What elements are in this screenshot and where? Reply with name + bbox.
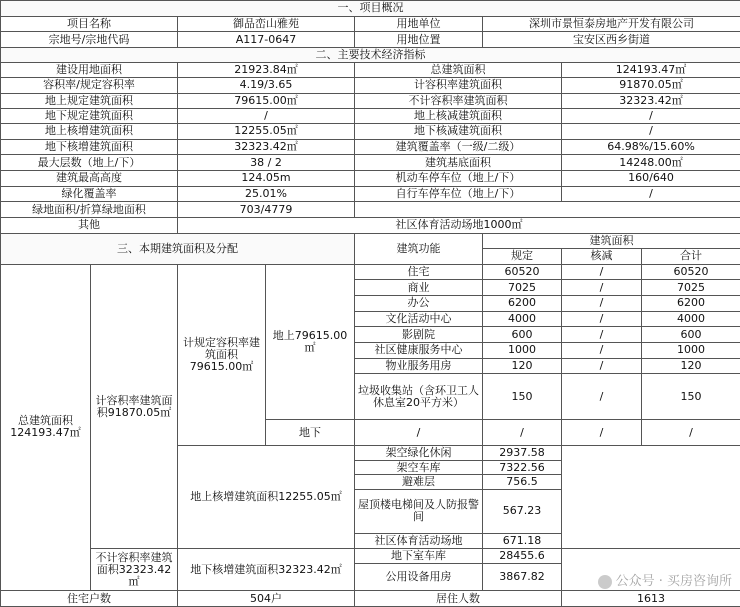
function-planned: 150 <box>483 374 562 420</box>
other-value: 社区体育活动场地1000㎡ <box>178 217 740 233</box>
function-total: 150 <box>642 374 740 420</box>
project-name-label: 项目名称 <box>1 16 178 32</box>
function-reduced: / <box>562 296 642 312</box>
indicator-value: 32323.42㎡ <box>178 139 355 155</box>
indicator-label: 地下核减建筑面积 <box>355 124 562 140</box>
function-total: 4000 <box>642 311 740 327</box>
land-location-value: 宝安区西乡街道 <box>483 32 740 48</box>
households-value: 504户 <box>178 591 355 607</box>
land-location-label: 用地位置 <box>355 32 483 48</box>
indicator-value: 160/640 <box>562 170 740 186</box>
parcel-code-label: 宗地号/宗地代码 <box>1 32 178 48</box>
indicator-value: 4.19/3.65 <box>178 78 355 94</box>
indicator-label: 机动车停车位（地上/下） <box>355 170 562 186</box>
increase-item-value: 2937.58 <box>483 446 562 461</box>
section-1-title: 一、项目概况 <box>1 1 740 17</box>
function-total: 6200 <box>642 296 740 312</box>
below-planned: / <box>483 420 562 446</box>
increase-item-name: 社区体育活动场地 <box>355 533 483 549</box>
reduced-header: 核减 <box>562 249 642 265</box>
indicator-label: 建筑最高高度 <box>1 170 178 186</box>
indicator-value: 124.05m <box>178 170 355 186</box>
increase-below-label: 地下核增建筑面积32323.42㎡ <box>178 549 355 591</box>
function-planned: 7025 <box>483 280 562 296</box>
indicator-value: 64.98%/15.60% <box>562 139 740 155</box>
increase-below-blank <box>562 549 740 591</box>
increase-item-value: 7322.56 <box>483 460 562 475</box>
increase-item-name: 架空车库 <box>355 460 483 475</box>
function-planned: 60520 <box>483 264 562 280</box>
function-name: 垃圾收集站（含环卫工人休息室20平方米） <box>355 374 483 420</box>
indicator-label: 最大层数（地上/下） <box>1 155 178 171</box>
indicator-label: 地下规定建筑面积 <box>1 109 178 124</box>
parcel-code-value: A117-0647 <box>178 32 355 48</box>
indicator-value: 124193.47㎡ <box>562 62 740 78</box>
function-name: 文化活动中心 <box>355 311 483 327</box>
households-label: 住宅户数 <box>1 591 178 607</box>
indicator-value: 12255.05㎡ <box>178 124 355 140</box>
increase-above-blank <box>562 446 740 549</box>
green-area-blank <box>355 202 740 218</box>
green-area-label: 绿地面积/折算绿地面积 <box>1 202 178 218</box>
watermark-text: 公众号 · 买房咨询所 <box>615 574 732 589</box>
fa-area-label: 计容积率建筑面积91870.05㎡ <box>91 264 178 549</box>
function-total: 1000 <box>642 343 740 359</box>
function-name: 住宅 <box>355 264 483 280</box>
function-name: 物业服务用房 <box>355 358 483 374</box>
function-name: 办公 <box>355 296 483 312</box>
section-3-title: 三、本期建筑面积及分配 <box>1 233 355 264</box>
increase-item-name: 地下室车库 <box>355 549 483 564</box>
increase-item-value: 3867.82 <box>483 564 562 591</box>
increase-item-value: 28455.6 <box>483 549 562 564</box>
indicator-value: / <box>562 124 740 140</box>
indicator-label: 计容积率建筑面积 <box>355 78 562 94</box>
indicator-value: 25.01% <box>178 186 355 202</box>
function-planned: 6200 <box>483 296 562 312</box>
function-planned: 120 <box>483 358 562 374</box>
function-reduced: / <box>562 343 642 359</box>
function-reduced: / <box>562 327 642 343</box>
below-reduced: / <box>562 420 642 446</box>
increase-item-name: 避难层 <box>355 475 483 490</box>
function-header: 建筑功能 <box>355 233 483 264</box>
indicator-label: 容积率/规定容积率 <box>1 78 178 94</box>
indicator-label: 地上核减建筑面积 <box>355 109 562 124</box>
indicator-label: 地下核增建筑面积 <box>1 139 178 155</box>
function-reduced: / <box>562 358 642 374</box>
below-ground-label: 地下 <box>266 420 355 446</box>
indicator-label: 地上核增建筑面积 <box>1 124 178 140</box>
project-name-value: 御品峦山雅苑 <box>178 16 355 32</box>
indicator-value: / <box>562 109 740 124</box>
total-header: 合计 <box>642 249 740 265</box>
indicator-value: 21923.84㎡ <box>178 62 355 78</box>
indicator-label: 建筑覆盖率（一级/二级） <box>355 139 562 155</box>
above-ground-label: 地上79615.00㎡ <box>266 264 355 419</box>
land-unit-value: 深圳市景恒泰房地产开发有限公司 <box>483 16 740 32</box>
planned-header: 规定 <box>483 249 562 265</box>
indicator-label: 总建筑面积 <box>355 62 562 78</box>
function-name: 影剧院 <box>355 327 483 343</box>
function-planned: 4000 <box>483 311 562 327</box>
increase-item-value: 671.18 <box>483 533 562 549</box>
section-2-title: 二、主要技术经济指标 <box>1 47 740 62</box>
area-header: 建筑面积 <box>483 233 740 249</box>
increase-item-name: 架空绿化休闲 <box>355 446 483 461</box>
function-planned: 1000 <box>483 343 562 359</box>
increase-item-name: 屋顶楼电梯间及人防报警间 <box>355 490 483 534</box>
residents-label: 居住人数 <box>355 591 562 607</box>
indicator-label: 不计容积率建筑面积 <box>355 93 562 109</box>
function-reduced: / <box>562 311 642 327</box>
function-planned: 600 <box>483 327 562 343</box>
indicator-value: 38 / 2 <box>178 155 355 171</box>
indicator-label: 建筑基底面积 <box>355 155 562 171</box>
planned-fa-label: 计规定容积率建筑面积79615.00㎡ <box>178 264 266 445</box>
function-total: 600 <box>642 327 740 343</box>
indicator-value: 91870.05㎡ <box>562 78 740 94</box>
indicator-value: / <box>178 109 355 124</box>
green-area-value: 703/4779 <box>178 202 355 218</box>
indicator-value: 79615.00㎡ <box>178 93 355 109</box>
other-label: 其他 <box>1 217 178 233</box>
indicator-value: 32323.42㎡ <box>562 93 740 109</box>
indicator-label: 地上规定建筑面积 <box>1 93 178 109</box>
indicator-label: 建设用地面积 <box>1 62 178 78</box>
land-unit-label: 用地单位 <box>355 16 483 32</box>
residents-value: 1613 <box>562 591 740 607</box>
non-fa-area-label: 不计容积率建筑面积32323.42㎡ <box>91 549 178 591</box>
function-total: 120 <box>642 358 740 374</box>
below-function: / <box>355 420 483 446</box>
indicator-label: 自行车停车位（地上/下） <box>355 186 562 202</box>
function-total: 7025 <box>642 280 740 296</box>
increase-item-value: 756.5 <box>483 475 562 490</box>
total-floor-area-label: 总建筑面积124193.47㎡ <box>1 264 91 590</box>
indicator-value: 14248.00㎡ <box>562 155 740 171</box>
indicator-value: / <box>562 186 740 202</box>
function-name: 社区健康服务中心 <box>355 343 483 359</box>
increase-item-name: 公用设备用房 <box>355 564 483 591</box>
below-total: / <box>642 420 740 446</box>
function-reduced: / <box>562 280 642 296</box>
increase-item-value: 567.23 <box>483 490 562 534</box>
function-name: 商业 <box>355 280 483 296</box>
indicator-label: 绿化覆盖率 <box>1 186 178 202</box>
increase-above-label: 地上核增建筑面积12255.05㎡ <box>178 446 355 549</box>
function-reduced: / <box>562 374 642 420</box>
function-total: 60520 <box>642 264 740 280</box>
function-reduced: / <box>562 264 642 280</box>
